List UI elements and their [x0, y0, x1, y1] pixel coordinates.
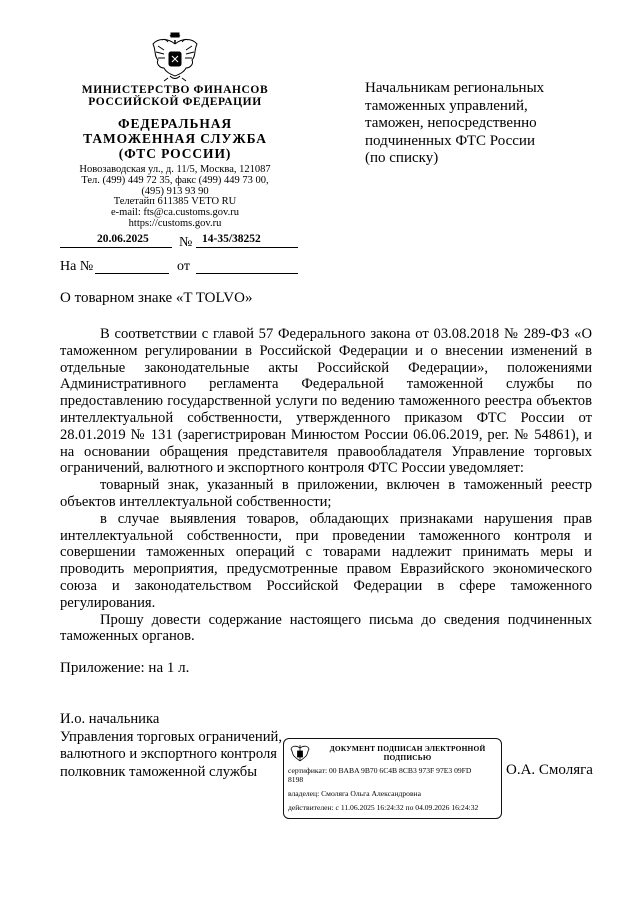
ministry-name-line-1: МИНИСТЕРСТВО ФИНАНСОВ — [81, 84, 269, 96]
stamp-validity: действителен: с 11.06.2025 16:24:32 по 04.09.2026 16:24:32 — [288, 803, 479, 812]
letter-subject: О товарном знаке «T TOLVO» — [60, 290, 253, 306]
ref-date-underline — [196, 273, 298, 274]
service-name-line-2: ТАМОЖЕННАЯ СЛУЖБА — [83, 131, 267, 146]
signature-block — [60, 711, 282, 781]
ref-date-label: от — [177, 259, 190, 274]
stamp-owner: владелец: Смоляга Ольга Александровна — [288, 789, 421, 798]
recipient-line-4: подчиненных ФТС России — [365, 132, 535, 149]
digital-signature-emblem-icon — [289, 742, 311, 764]
recipient-line-3: таможен, непосредственно — [365, 115, 537, 131]
coat-of-arms-emblem — [150, 30, 200, 82]
contact-phone: Тел. (499) 449 72 35, факс (499) 449 73 00, — [81, 174, 269, 186]
body-paragraph-2: товарный знак, указанный в приложении, включен в таможенный реестр объектов интеллектуальной собственности; — [60, 477, 592, 510]
service-name-line-3: (ФТС РОССИИ) — [118, 146, 232, 161]
appendix-note: Приложение: на 1 л. — [60, 660, 190, 676]
number-underline — [196, 247, 298, 248]
contact-teletype: Телетайп 611385 VETO RU — [113, 196, 237, 208]
contact-website: https://customs.gov.ru — [128, 217, 222, 229]
signatory-title-4: полковник таможенной службы — [60, 763, 258, 780]
recipient-line-2: таможенных управлений, — [365, 97, 528, 114]
stamp-title-line-1: ДОКУМЕНТ ПОДПИСАН ЭЛЕКТРОННОЙ — [329, 744, 486, 753]
stamp-title-line-2: ПОДПИСЬЮ — [383, 753, 432, 762]
body-paragraph-4: Прошу довести содержание настоящего письма до сведения подчиненных таможенных органов. — [60, 611, 592, 645]
contact-email: e-mail: fts@ca.customs.gov.ru — [111, 207, 239, 219]
date-underline — [60, 247, 172, 248]
body-paragraph-1: В соответствии с главой 57 Федерального закона от 03.08.2018 № 289-ФЗ «О таможенном регулировании в Российской Федерации и о внесении изменений в отдельные законодательные акты Российской Федерации», положениями Административного регламента Федеральной таможенной службы по предоставлению государственной услуги по ведению таможенного реестра объектов интеллектуальной собственности, утвержденного приказом ФТС России от 28.01.2019 № 131 (зарегистрирован Минюстом России 06.06.2019, рег. № 54861), и на основании обращения представителя правообладателя Управление торговых ограничений, валютного и экспортного контроля ФТС России уведомляет: — [60, 326, 592, 477]
letter-body — [60, 326, 592, 645]
contact-address: Новозаводская ул., д. 11/5, Москва, 121087 — [79, 164, 271, 175]
ref-number-underline — [95, 273, 169, 274]
electronic-signature-stamp — [283, 738, 502, 819]
service-name — [60, 116, 290, 161]
signatory-title-1: И.о. начальника — [60, 711, 160, 727]
recipient-line-1: Начальникам региональных — [365, 80, 545, 96]
number-sign: № — [179, 235, 193, 250]
body-paragraph-3: в случае выявления товаров, обладающих признаками нарушения прав интеллектуальной собственности, при проведении таможенного контроля и совершении таможенных операций с товарами надлежит принимать меры и проводить мероприятия, предусмотренные правом Евразийского экономического союза и законодательством Российской Федерации в сфере таможенного регулирования. — [60, 510, 592, 611]
service-name-line-1: ФЕДЕРАЛЬНАЯ — [117, 116, 233, 131]
registration-date: 20.06.2025 — [97, 233, 149, 245]
stamp-title — [316, 744, 499, 762]
signatory-name: О.А. Смоляга — [506, 762, 593, 778]
recipient-block — [365, 80, 615, 168]
ref-number-label: На № — [60, 259, 94, 274]
stamp-certificate: сертификат: 00 BABA 9B70 6C4B 8CB3 973F 97E3 09FD — [288, 766, 472, 775]
contact-block — [60, 165, 290, 230]
registration-number: 14-35/38252 — [202, 233, 261, 245]
contact-phone-2: (495) 913 93 90 — [141, 185, 209, 197]
ministry-name — [60, 84, 290, 108]
signatory-title-3: валютного и экспортного контроля — [60, 746, 277, 762]
stamp-certificate-cont: 8198 — [288, 775, 304, 784]
recipient-line-5: (по списку) — [365, 150, 439, 166]
ministry-name-line-2: РОССИЙСКОЙ ФЕДЕРАЦИИ — [88, 96, 262, 108]
signatory-title-2: Управления торговых ограничений, — [60, 728, 282, 745]
